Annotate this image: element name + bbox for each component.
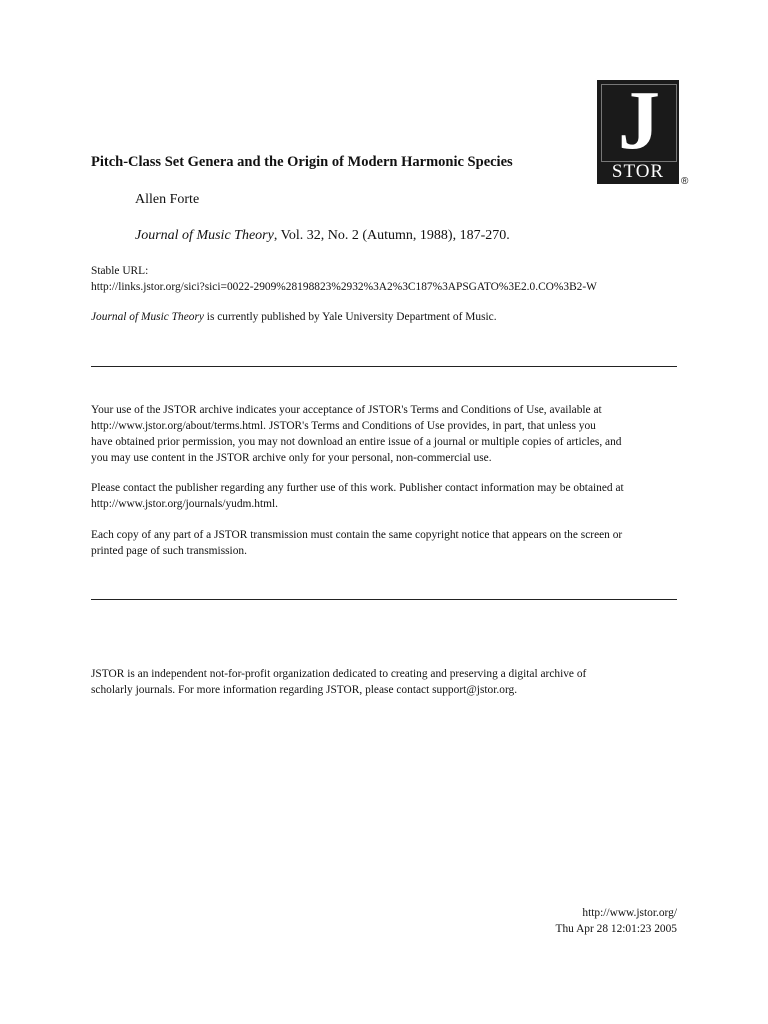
citation-journal: Journal of Music Theory	[135, 228, 274, 243]
jstor-logo	[597, 74, 697, 190]
publisher-text: is currently published by Yale University Department of Music.	[203, 311, 497, 323]
about-line: JSTOR is an independent not-for-profit organization dedicated to creating and preserving a digital archive of	[91, 668, 587, 680]
footer-timestamp: Thu Apr 28 12:01:23 2005	[555, 923, 677, 935]
publisher-line	[91, 309, 497, 325]
stable-url-block	[91, 263, 597, 295]
footer-site-url[interactable]: http://www.jstor.org/	[582, 907, 677, 919]
terms-line: Each copy of any part of a JSTOR transmission must contain the same copyright notice that appears on the screen or	[91, 529, 623, 541]
terms-line: http://www.jstor.org/journals/yudm.html.	[91, 498, 278, 510]
citation-details: , Vol. 32, No. 2 (Autumn, 1988), 187-270.	[273, 228, 510, 243]
terms-paragraph-2	[91, 480, 624, 512]
terms-line: http://www.jstor.org/about/terms.html. JSTOR's Terms and Conditions of Use provides, in part, that unless you	[91, 420, 596, 432]
article-author: Allen Forte	[135, 192, 200, 207]
jstor-logo-ornament	[601, 74, 677, 167]
terms-line: Your use of the JSTOR archive indicates your acceptance of JSTOR's Terms and Conditions of Use, available at	[91, 404, 602, 416]
jstor-logo-word: STOR	[611, 161, 665, 182]
terms-line: printed page of such transmission.	[91, 545, 247, 557]
article-citation	[135, 228, 510, 244]
article-title: Pitch-Class Set Genera and the Origin of Modern Harmonic Species	[91, 154, 513, 170]
about-line: scholarly journals. For more information regarding JSTOR, please contact support@jstor.org.	[91, 684, 518, 696]
registered-mark: ®	[681, 176, 689, 187]
terms-paragraph-3	[91, 527, 622, 559]
divider-bottom	[91, 599, 677, 600]
terms-paragraph-1	[91, 402, 621, 466]
terms-line: you may use content in the JSTOR archive only for your personal, non-commercial use.	[91, 452, 492, 464]
jstor-logo-letter: J	[618, 74, 660, 167]
stable-url-label: Stable URL:	[91, 265, 149, 277]
footer	[556, 905, 678, 937]
terms-line: Please contact the publisher regarding any further use of this work. Publisher contact information may be obtained at	[91, 482, 624, 494]
stable-url-link[interactable]: http://links.jstor.org/sici?sici=0022-2909%28198823%2932%3A2%3C187%3APSGATO%3E2.0.CO%3B2-W	[91, 281, 597, 293]
about-jstor-paragraph	[91, 666, 586, 698]
divider-top	[91, 366, 677, 367]
terms-line: have obtained prior permission, you may not download an entire issue of a journal or multiple copies of articles, and	[91, 436, 622, 448]
jstor-logo-mark	[597, 74, 679, 184]
publisher-journal: Journal of Music Theory	[91, 311, 204, 323]
